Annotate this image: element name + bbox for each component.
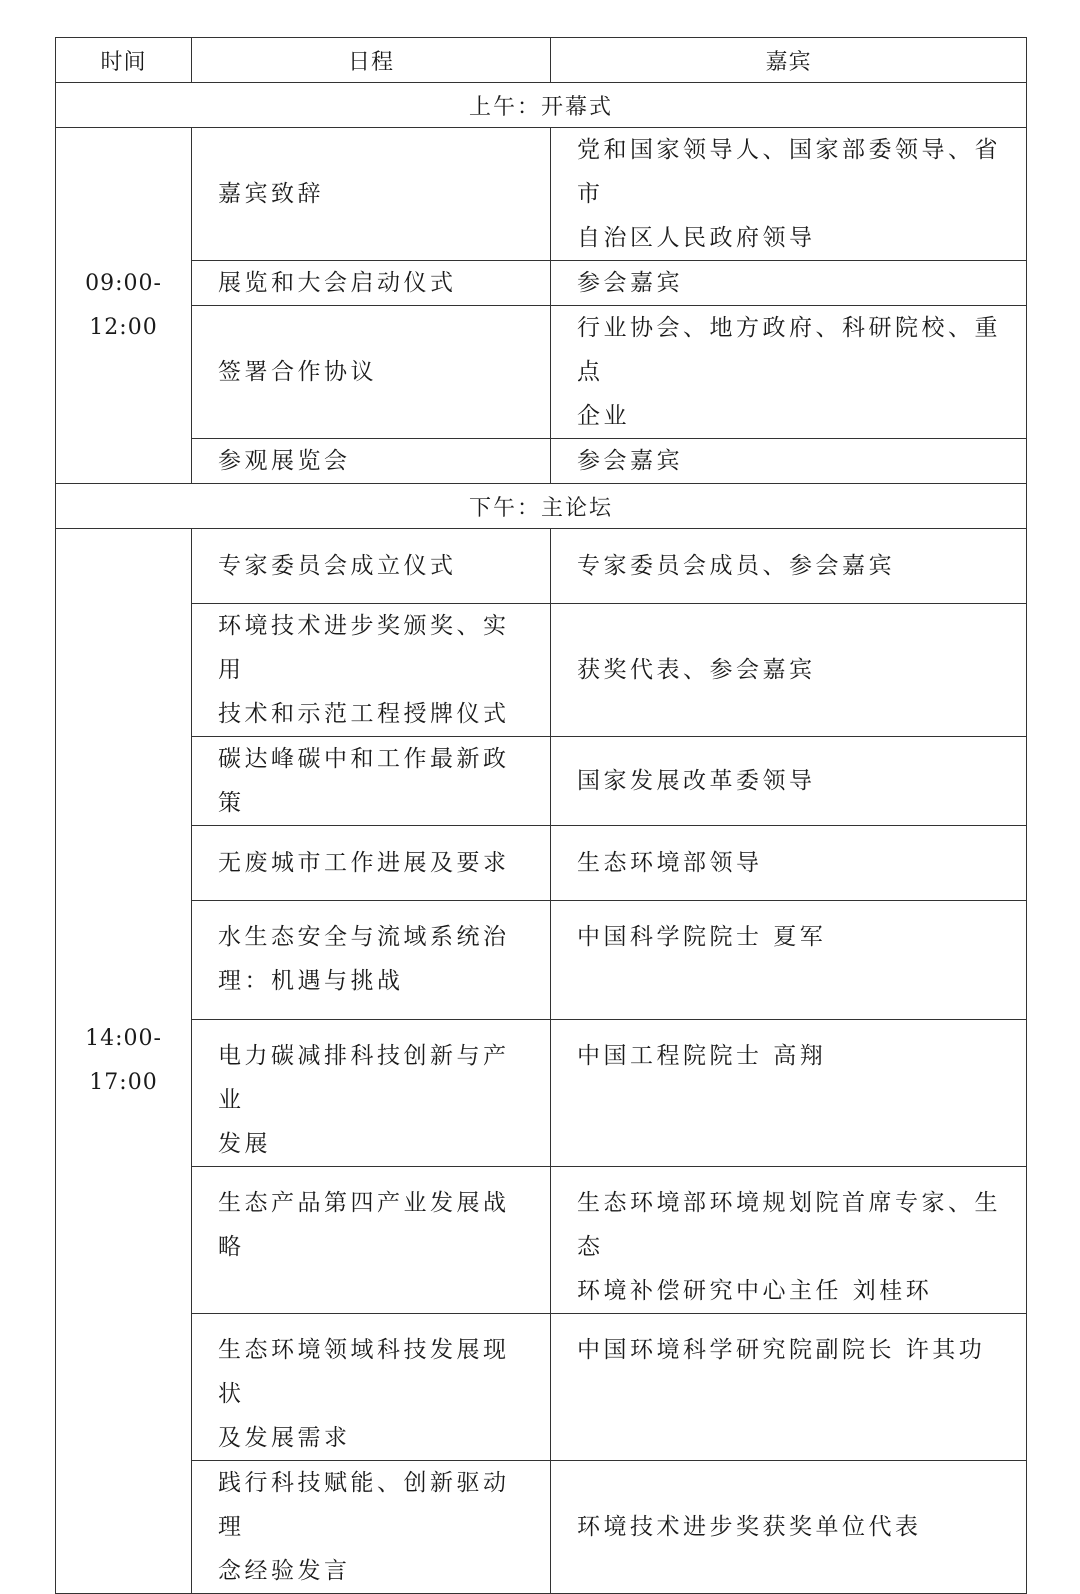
agenda-table [55,37,1027,1594]
guest-cell [551,261,1027,306]
agenda-page [55,37,1026,1594]
table-row [56,1461,1027,1594]
header-guests: 嘉宾 [551,38,1027,83]
schedule-line: 专家委员会成立仪式 [218,553,457,579]
schedule-line: 环境技术进步奖颁奖、实用 [218,613,510,683]
table-row [56,1314,1027,1461]
schedule-line: 发展 [218,1131,271,1157]
guest-cell [551,128,1027,261]
schedule-cell [192,261,551,306]
schedule-line: 践行科技赋能、创新驱动理 [218,1470,510,1540]
schedule-cell [192,901,551,1020]
guest-line: 党和国家领导人、国家部委领导、省市 [577,137,1001,207]
guest-line: 行业协会、地方政府、科研院校、重点 [577,315,1001,385]
table-row [56,261,1027,306]
guest-line: 企业 [577,403,630,429]
guest-line: 获奖代表、参会嘉宾 [577,657,816,683]
guest-line: 生态环境部领导 [577,850,763,876]
section-row-afternoon [56,484,1027,529]
schedule-cell [192,306,551,439]
schedule-line: 生态产品第四产业发展战略 [218,1190,510,1260]
schedule-cell [192,1314,551,1461]
guest-line: 参会嘉宾 [577,448,683,474]
schedule-line: 理：机遇与挑战 [218,968,404,994]
schedule-line: 水生态安全与流域系统治 [218,924,510,950]
table-row [56,439,1027,484]
section-title-afternoon: 下午：主论坛 [56,484,1027,529]
schedule-cell [192,1020,551,1167]
guest-line: 国家发展改革委领导 [577,768,816,794]
table-row [56,901,1027,1020]
guest-line: 环境补偿研究中心主任 刘桂环 [577,1278,933,1304]
guest-line: 中国科学院院士 夏军 [577,924,827,950]
guest-line: 自治区人民政府领导 [577,225,816,251]
schedule-line: 展览和大会启动仪式 [218,270,457,296]
schedule-line: 技术和示范工程授牌仪式 [218,701,510,727]
guest-cell [551,1314,1027,1461]
schedule-line: 生态环境领域科技发展现状 [218,1337,510,1407]
guest-line: 参会嘉宾 [577,270,683,296]
schedule-line: 参观展览会 [218,448,351,474]
guest-line: 专家委员会成员、参会嘉宾 [577,553,895,579]
header-schedule: 日程 [192,38,551,83]
guest-cell [551,439,1027,484]
schedule-cell [192,128,551,261]
table-row [56,604,1027,737]
guest-line: 环境技术进步奖获奖单位代表 [577,1514,922,1540]
guest-cell [551,901,1027,1020]
time-start: 09:00- [85,270,162,296]
guest-line: 中国环境科学研究院副院长 许其功 [577,1337,986,1363]
table-row [56,826,1027,901]
table-row [56,737,1027,826]
time-end: 12:00 [89,314,158,340]
header-row [56,38,1027,83]
guest-cell [551,306,1027,439]
guest-cell [551,1461,1027,1594]
guest-cell [551,1020,1027,1167]
section-row-morning [56,83,1027,128]
schedule-cell [192,826,551,901]
guest-cell [551,826,1027,901]
time-cell-afternoon [56,529,192,1594]
time-end: 17:00 [89,1070,158,1095]
guest-cell [551,1167,1027,1314]
schedule-line: 无废城市工作进展及要求 [218,850,510,876]
time-start: 14:00- [85,1026,162,1051]
time-cell-morning [56,128,192,484]
schedule-line: 电力碳减排科技创新与产业 [218,1043,510,1113]
schedule-line: 嘉宾致辞 [218,181,324,207]
table-row [56,1020,1027,1167]
schedule-cell [192,1461,551,1594]
guest-cell [551,737,1027,826]
table-row [56,128,1027,261]
guest-cell [551,604,1027,737]
schedule-cell [192,737,551,826]
table-row [56,306,1027,439]
schedule-line: 碳达峰碳中和工作最新政策 [218,746,510,816]
table-row [56,1167,1027,1314]
table-row [56,529,1027,604]
schedule-line: 签署合作协议 [218,359,377,385]
guest-cell [551,529,1027,604]
schedule-cell [192,529,551,604]
guest-line: 中国工程院院士 高翔 [577,1043,827,1069]
schedule-cell [192,1167,551,1314]
schedule-line: 及发展需求 [218,1425,351,1451]
schedule-cell [192,439,551,484]
schedule-line: 念经验发言 [218,1558,351,1584]
header-time: 时间 [56,38,192,83]
guest-line: 生态环境部环境规划院首席专家、生态 [577,1190,1001,1260]
section-title-morning: 上午：开幕式 [56,83,1027,128]
schedule-cell [192,604,551,737]
